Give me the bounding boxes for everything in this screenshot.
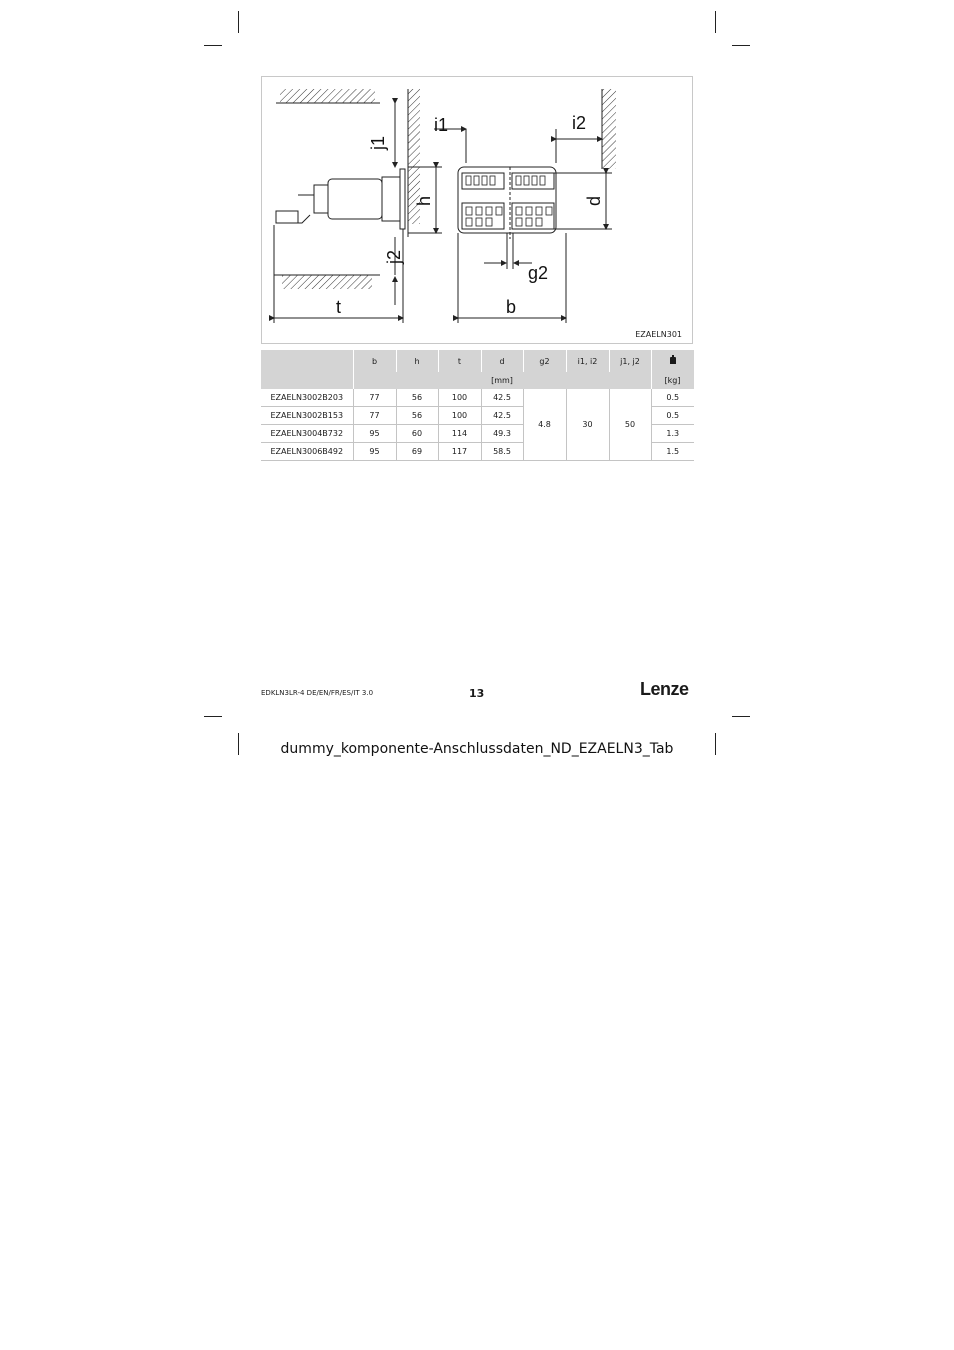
dim-label-h: h <box>414 195 434 207</box>
cell-kg: 1.5 <box>651 443 694 461</box>
table-header-row <box>261 350 694 372</box>
cell-type: EZAELN3002B203 <box>261 389 353 407</box>
table-header-type <box>261 350 353 389</box>
dimension-drawing <box>261 76 693 344</box>
table-header-i1-i2: i1, i2 <box>566 350 609 372</box>
cell-kg: 0.5 <box>651 407 694 425</box>
crop-mark <box>715 11 716 33</box>
crop-mark <box>732 716 750 717</box>
dim-label-i2: i2 <box>572 113 587 133</box>
cell-t: 117 <box>438 443 481 461</box>
cell-h: 56 <box>396 407 438 425</box>
dim-label-j2: j2 <box>384 249 404 265</box>
crop-mark <box>732 45 750 46</box>
cell-i1-i2: 30 <box>566 389 609 461</box>
dim-label-d: d <box>584 195 604 207</box>
crop-mark <box>204 45 222 46</box>
crop-mark <box>238 11 239 33</box>
file-caption: dummy_komponente-Anschlussdaten_ND_EZAELN3_Tab <box>280 741 674 757</box>
table-header-g2: g2 <box>523 350 566 372</box>
table-header-weight <box>651 350 694 372</box>
cell-t: 100 <box>438 407 481 425</box>
cell-b: 77 <box>353 407 396 425</box>
table-header-b: b <box>353 350 396 372</box>
table-header-j1-j2: j1, j2 <box>609 350 651 372</box>
cell-j1-j2: 50 <box>609 389 651 461</box>
cell-t: 114 <box>438 425 481 443</box>
unit-kg: [kg] <box>651 372 694 389</box>
cell-h: 60 <box>396 425 438 443</box>
cell-g2: 4.8 <box>523 389 566 461</box>
cell-b: 77 <box>353 389 396 407</box>
cell-b: 95 <box>353 443 396 461</box>
dim-label-g2: g2 <box>528 263 549 283</box>
cell-h: 56 <box>396 389 438 407</box>
table-row <box>261 389 694 407</box>
dim-label-b: b <box>506 297 517 317</box>
cell-kg: 1.3 <box>651 425 694 443</box>
dimension-drawing-svg <box>262 77 694 345</box>
dim-label-j1: j1 <box>368 135 388 151</box>
cell-h: 69 <box>396 443 438 461</box>
weight-icon <box>670 357 676 364</box>
table-header-t: t <box>438 350 481 372</box>
cell-b: 95 <box>353 425 396 443</box>
dim-label-i1: i1 <box>434 115 449 135</box>
crop-mark <box>204 716 222 717</box>
dimensions-table <box>261 350 695 461</box>
cell-d: 42.5 <box>481 407 523 425</box>
unit-mm: [mm] <box>353 372 651 389</box>
table-header-h: h <box>396 350 438 372</box>
cell-kg: 0.5 <box>651 389 694 407</box>
cell-d: 49.3 <box>481 425 523 443</box>
cell-d: 42.5 <box>481 389 523 407</box>
lenze-logo: Lenze <box>640 679 689 699</box>
table-header-d: d <box>481 350 523 372</box>
figure-label: EZAELN301 <box>635 330 682 339</box>
cell-t: 100 <box>438 389 481 407</box>
cell-type: EZAELN3006B492 <box>261 443 353 461</box>
cell-type: EZAELN3002B153 <box>261 407 353 425</box>
dim-label-t: t <box>336 297 342 317</box>
cell-d: 58.5 <box>481 443 523 461</box>
page-number: 13 <box>469 687 485 700</box>
footer-doc-id: EDKLN3LR-4 DE/EN/FR/ES/IT 3.0 <box>261 689 374 697</box>
cell-type: EZAELN3004B732 <box>261 425 353 443</box>
